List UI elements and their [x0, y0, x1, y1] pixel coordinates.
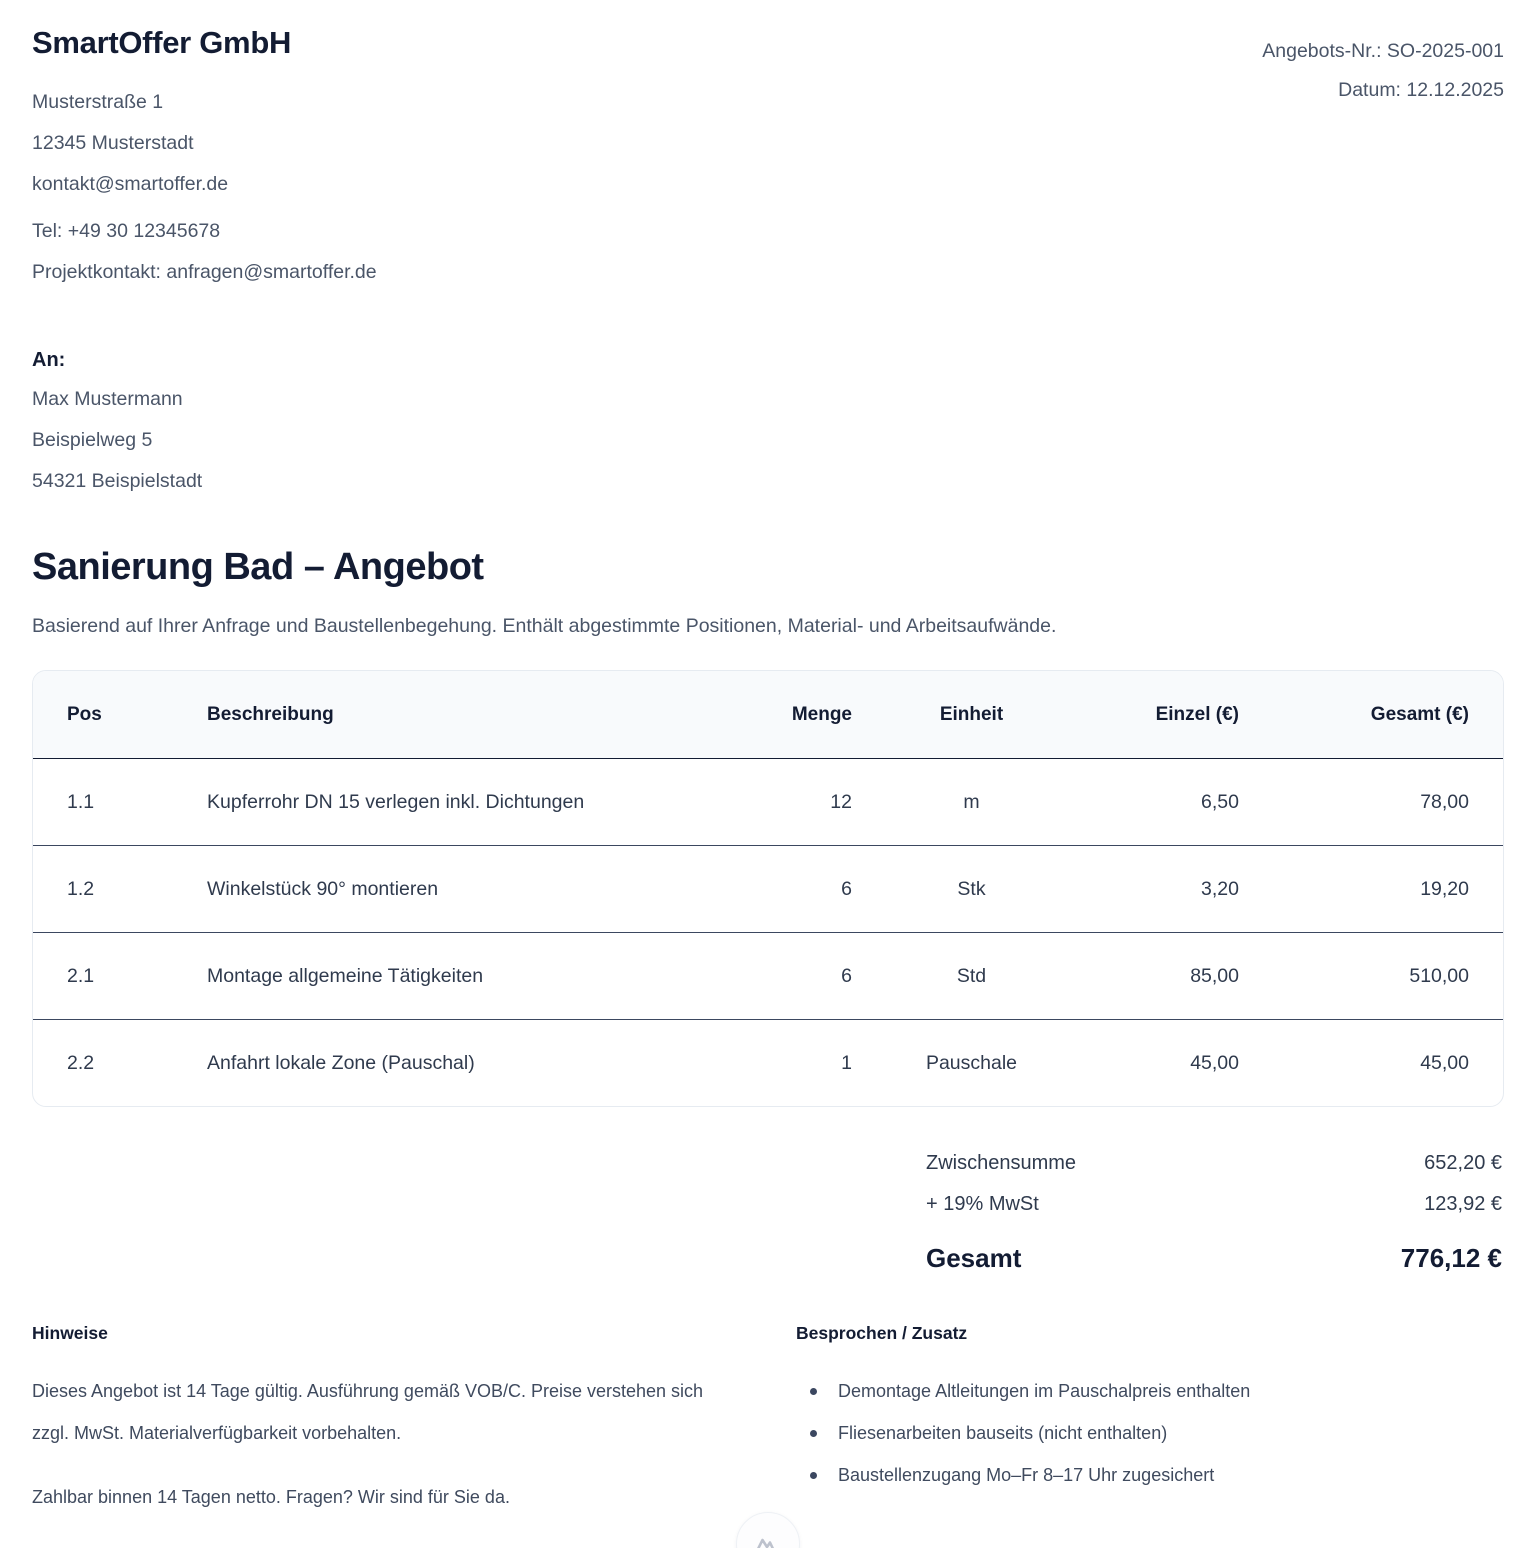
company-name: SmartOffer GmbH — [32, 25, 292, 60]
column-header-einzel: Einzel (€) — [1059, 671, 1269, 759]
cell-einheit: Pauschale — [925, 1052, 1018, 1075]
items-table-head — [33, 671, 1503, 759]
notes-section — [32, 1323, 732, 1540]
grand-total-label: Gesamt — [926, 1243, 1022, 1274]
subtotal-value: 652,20 € — [1424, 1152, 1502, 1175]
totals-section — [32, 1143, 1504, 1283]
list-item — [796, 1454, 1504, 1496]
column-header-menge: Menge — [672, 671, 884, 759]
cell-desc: Winkelstück 90° montieren — [177, 846, 672, 933]
cell-desc: Kupferrohr DN 15 verlegen inkl. Dichtungen — [177, 759, 672, 846]
cell-menge: 6 — [672, 933, 884, 1020]
totals-inner — [924, 1143, 1504, 1283]
cell-einheit: Std — [884, 933, 1059, 1020]
column-header-einheit: Einheit — [884, 671, 1059, 759]
list-item-label: Baustellenzugang Mo–Fr 8–17 Uhr zugesichert — [838, 1465, 1215, 1486]
cell-gesamt: 78,00 — [1269, 759, 1503, 846]
notes-paragraph-1: Dieses Angebot ist 14 Tage gültig. Ausführung gemäß VOB/C. Preise verstehen sich zzgl. MwSt. Materialverfügbarkeit vorbehalten. — [32, 1381, 704, 1444]
cell-gesamt: 510,00 — [1269, 933, 1503, 1020]
table-row — [33, 933, 1503, 1020]
cell-einzel: 85,00 — [1059, 933, 1269, 1020]
recipient-city: 54321 Beispielstadt — [32, 470, 203, 493]
company-address-line-1: Musterstraße 1 — [32, 91, 164, 114]
bullet-icon — [810, 1472, 817, 1479]
page-title: Sanierung Bad – Angebot — [32, 546, 484, 589]
cell-einzel: 3,20 — [1059, 846, 1269, 933]
grand-total-row — [924, 1225, 1504, 1283]
notes-heading: Hinweise — [32, 1323, 108, 1344]
table-header-row — [33, 671, 1503, 759]
mountain-icon — [755, 1534, 781, 1548]
page-subtitle: Basierend auf Ihrer Anfrage und Baustellenbegehung. Enthält abgestimmte Positionen, Material- und Arbeitsaufwände. — [32, 614, 1057, 637]
offer-date: Datum: 12.12.2025 — [1338, 79, 1504, 101]
document-header — [32, 0, 1504, 293]
recipient-name: Max Mustermann — [32, 388, 183, 411]
recipient-label: An: — [32, 349, 66, 372]
cell-gesamt: 45,00 — [1420, 1052, 1469, 1075]
list-item-label: Fliesenarbeiten bauseits (nicht enthalten) — [838, 1423, 1168, 1444]
extras-heading: Besprochen / Zusatz — [796, 1323, 968, 1344]
cell-gesamt: 19,20 — [1269, 846, 1503, 933]
cell-einzel: 45,00 — [1190, 1052, 1239, 1075]
cell-einheit: m — [884, 759, 1059, 846]
company-address-line-2: 12345 Musterstadt — [32, 132, 194, 155]
cell-menge: 12 — [672, 759, 884, 846]
cell-menge: 6 — [672, 846, 884, 933]
bullet-icon — [810, 1430, 817, 1437]
column-header-gesamt: Gesamt (€) — [1269, 671, 1503, 759]
tax-row — [924, 1184, 1504, 1225]
items-table-body — [33, 759, 1503, 1107]
subtotal-label: Zwischensumme — [926, 1152, 1077, 1175]
list-item-label: Demontage Altleitungen im Pauschalpreis enthalten — [838, 1381, 1251, 1402]
company-phone: Tel: +49 30 12345678 — [32, 220, 221, 243]
table-row — [33, 1020, 1503, 1107]
extras-section — [796, 1323, 1504, 1540]
offer-number: Angebots-Nr.: SO-2025-001 — [1262, 40, 1504, 62]
company-info-block — [32, 26, 377, 293]
recipient-block — [32, 341, 1504, 502]
list-item — [796, 1412, 1504, 1454]
bullet-icon — [810, 1388, 817, 1395]
cell-desc: Anfahrt lokale Zone (Pauschal) — [207, 1052, 475, 1075]
grand-total-value: 776,12 € — [1400, 1243, 1502, 1274]
subtotal-row — [924, 1143, 1504, 1184]
items-table-card — [32, 670, 1504, 1107]
cell-pos: 2.2 — [67, 1052, 95, 1075]
cell-einheit: Stk — [884, 846, 1059, 933]
extras-list — [796, 1370, 1504, 1496]
notes-paragraph-2: Zahlbar binnen 14 Tagen netto. Fragen? Wir sind für Sie da. — [32, 1487, 510, 1508]
cell-desc: Montage allgemeine Tätigkeiten — [177, 933, 672, 1020]
cell-pos: 1.1 — [33, 759, 177, 846]
recipient-street: Beispielweg 5 — [32, 429, 153, 452]
table-row — [33, 759, 1503, 846]
column-header-pos: Pos — [33, 671, 177, 759]
cell-pos: 2.1 — [33, 933, 177, 1020]
table-row — [33, 846, 1503, 933]
tax-value: 123,92 € — [1424, 1193, 1502, 1216]
column-header-beschreibung: Beschreibung — [177, 671, 672, 759]
document-footer — [32, 1323, 1504, 1540]
cell-pos: 1.2 — [33, 846, 177, 933]
items-table — [33, 671, 1503, 1106]
tax-label: + 19% MwSt — [926, 1193, 1039, 1216]
company-project-contact: Projektkontakt: anfragen@smartoffer.de — [32, 261, 377, 284]
list-item — [796, 1370, 1504, 1412]
offer-meta-block — [1262, 26, 1504, 110]
cell-menge: 1 — [841, 1052, 852, 1075]
company-email: kontakt@smartoffer.de — [32, 173, 229, 196]
cell-einzel: 6,50 — [1059, 759, 1269, 846]
